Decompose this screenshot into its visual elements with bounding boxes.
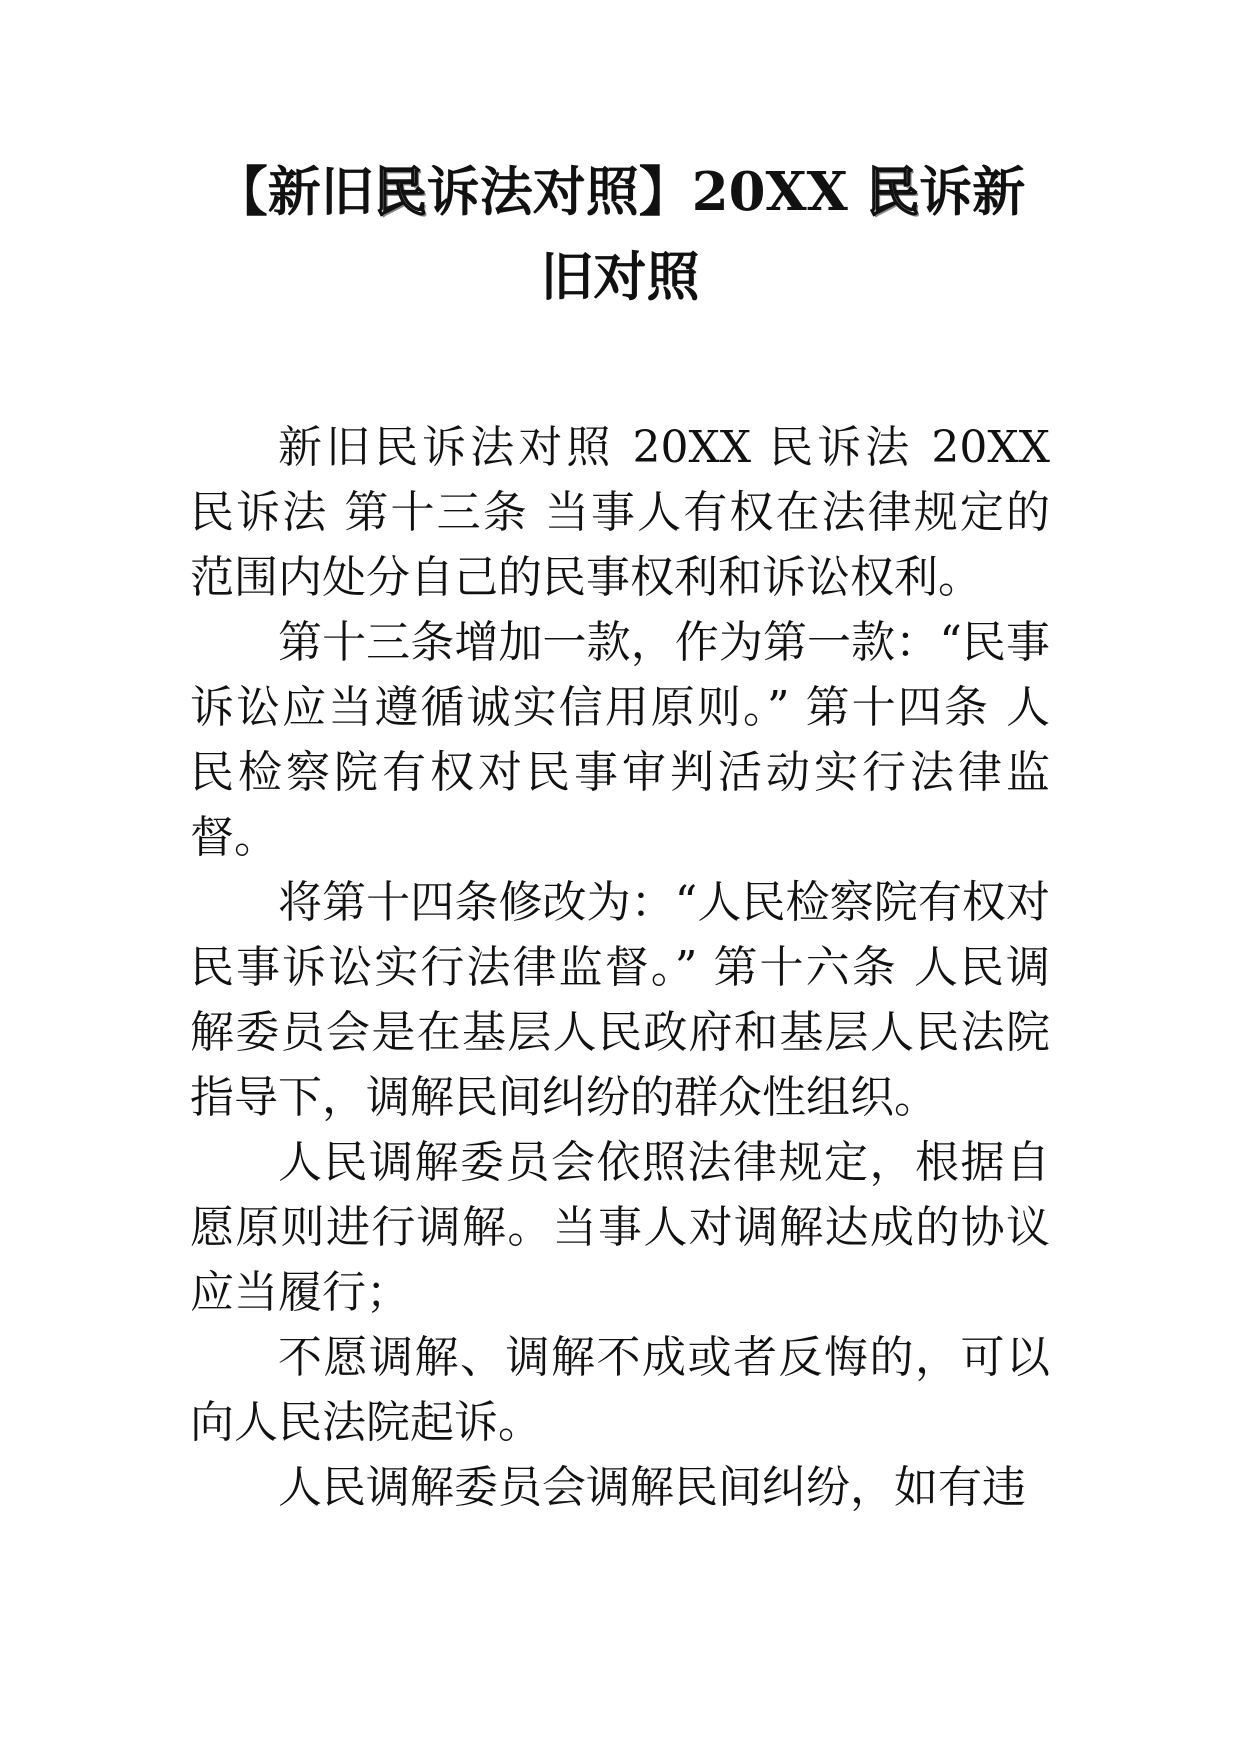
paragraph: 第十三条增加一款，作为第一款：“民事诉讼应当遵循诚实信用原则。” 第十四条 人民检察院有权对民事审判活动实行法律监督。: [190, 617, 1050, 863]
paragraph: 不愿调解、调解不成或者反悔的，可以向人民法院起诉。: [190, 1332, 1050, 1448]
document-title: [190, 150, 1050, 320]
paragraph: 新旧民诉法对照 20XX 民诉法 20XX 民诉法 第十三条 当事人有权在法律规定的范围内处分自己的民事权利和诉讼权利。: [190, 422, 1050, 603]
title-prefix: 【新旧: [214, 161, 374, 223]
paragraph: 将第十四条修改为：“人民检察院有权对民事诉讼实行法律监督。” 第十六条 人民调解委员会是在基层人民政府和基层人民法院指导下，调解民间纠纷的群众性组织。: [190, 877, 1050, 1123]
title-outlined-glyph: 民: [373, 161, 427, 223]
title-middle: 诉法对照】20XX: [426, 161, 867, 223]
title-outlined-glyph: 民: [866, 161, 920, 223]
paragraph: 人民调解委员会调解民间纠纷，如有违: [278, 1462, 1026, 1513]
paragraph: 人民调解委员会依照法律规定，根据自愿原则进行调解。当事人对调解达成的协议应当履行；: [190, 1137, 1050, 1318]
title-suffix: 诉新旧对照: [540, 161, 1026, 308]
document-body: [190, 415, 1050, 1520]
